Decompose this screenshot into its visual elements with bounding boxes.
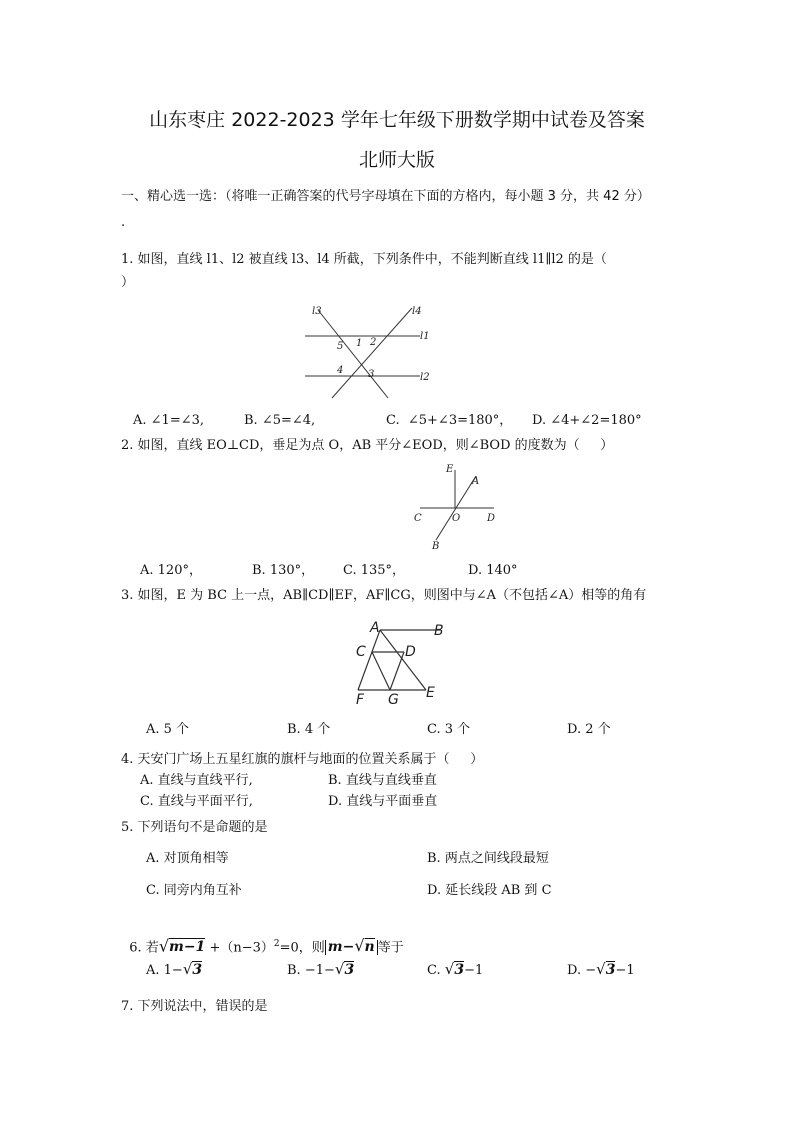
section-header-dot: . [121,215,126,230]
q1-option-b: B. ∠5=∠4, [244,413,316,428]
q4-stem: 4. 天安门广场上五星红旗的旗杆与地面的位置关系属于（ ） [121,752,484,767]
paper-title: 山东枣庄 2022-2023 学年七年级下册数学期中试卷及答案 [149,109,645,131]
q4-option-a: A. 直线与直线平行, [140,773,253,788]
q1-stem: 1. 如图，直线 l1、l2 被直线 l3、l4 所截，下列条件中，不能判断直线 l1∥l2 的是（ [121,252,607,267]
q3-option-d: D. 2 个 [567,722,611,737]
q6-sqrt-sign: √ [158,936,170,956]
q1-label-1: 1 [356,338,363,349]
q1-option-c: C. ∠5+∠3=180°， [386,413,513,428]
q1-label-l3: l3 [312,306,322,317]
q2-option-d: D. 140° [468,563,518,578]
q6-option-a [146,960,202,980]
q6-option-b-sqrt: √ [334,960,345,978]
q6-stem-eq: =0，则 [279,940,325,956]
q6-option-c-sqrt: √ [444,960,455,978]
q6-option-d [567,960,635,980]
q6-option-d-rad: 3 [605,962,616,978]
q1-label-l2: l2 [420,372,430,383]
section-header: 一、精心选一选：（将唯一正确答案的代号字母填在下面的方格内，每小题 3 分，共 42 分） [121,189,650,204]
q4-option-c: C. 直线与平面平行, [140,794,253,809]
q1-label-2: 2 [370,337,377,348]
q2-option-a: A. 120°， [140,563,202,578]
q7-stem: 7. 下列说法中，错误的是 [121,999,268,1014]
q3-option-c: C. 3 个 [427,722,471,737]
q6-stem-prefix: 6. 若 [129,940,159,956]
q6-sqrt-radicand: m−1 [169,939,206,956]
q1-label-4: 4 [337,365,344,376]
q6-option-c-pre: C. [427,963,445,978]
q6-abs [325,936,378,956]
q2-option-c: C. 135°， [343,563,406,578]
q2-label-a: A [472,476,480,487]
q2-label-d: D [487,513,496,524]
q3-label-c: C [356,644,366,660]
q6-stem-suffix: 等于 [377,940,404,956]
paper-subtitle: 北师大版 [358,149,435,171]
q1-label-l4: l4 [412,306,422,317]
q2-figure [408,462,503,552]
q2-stem: 2. 如图，直线 EO⊥CD，垂足为点 O，AB 平分∠EOD，则∠BOD 的度数为（ ） [121,438,614,453]
q2-label-b: B [432,541,440,552]
q5-option-a: A. 对顶角相等 [146,851,229,866]
q3-label-a: A [370,620,380,636]
q6-abs-content: m− [327,939,355,956]
q3-label-e: E [426,685,435,701]
q5-option-c: C. 同旁内角互补 [146,883,242,898]
q6-stem-sup: 2 [273,939,280,949]
q5-stem: 5. 下列语句不是命题的是 [121,820,268,835]
q1-label-3: 3 [368,369,375,380]
q3-stem: 3. 如图，E 为 BC 上一点，AB∥CD∥EF，AF∥CG，则图中与∠A（不包括∠A）相等的角有 [121,588,647,603]
q6-option-a-sqrt: √ [182,960,193,978]
q6-option-b [287,960,354,980]
q6-sqrt-sign-2: √ [354,936,365,956]
q4-option-d: D. 直线与平面垂直 [328,794,438,809]
q6-option-d-pre: D. − [567,963,597,978]
q3-label-d: D [405,644,416,660]
q3-option-a: A. 5 个 [146,722,190,737]
q6-option-d-sqrt: √ [596,960,606,978]
q5-option-b: B. 两点之间线段最短 [427,851,549,866]
q1-label-l1: l1 [420,331,430,342]
q2-option-b: B. 130°， [252,563,315,578]
q6-option-c-rad: 3 [454,962,465,978]
q3-label-g: G [388,692,399,708]
q6-option-a-pre: A. 1− [146,963,183,978]
q1-stem-end: ） [121,275,135,290]
q1-option-d: D. ∠4+∠2=180° [532,413,642,428]
q1-label-5: 5 [337,341,344,352]
q3-label-f: F [356,692,365,708]
q6-sqrt-radicand-2: n [364,939,375,956]
q6-option-d-post: −1 [615,963,635,978]
q3-option-b: B. 4 个 [287,722,331,737]
q6-stem-mid: +（n−3） [205,940,274,956]
q4-option-b: B. 直线与直线垂直 [328,773,437,788]
q6-option-a-rad: 3 [192,962,203,978]
q6-option-b-rad: 3 [344,962,355,978]
q3-figure [350,616,460,708]
q6-stem [121,917,404,957]
q6-option-c [427,960,483,980]
q1-figure [300,302,440,402]
q5-option-d: D. 延长线段 AB 到 C [427,883,552,898]
q3-label-b: B [434,623,444,639]
q2-label-e: E [446,464,454,475]
q2-label-o: O [452,513,461,524]
q2-label-c: C [414,513,422,524]
q6-option-c-post: −1 [464,963,484,978]
q1-option-a: A. ∠1=∠3, [133,413,205,428]
q6-option-b-pre: B. −1− [287,963,335,978]
